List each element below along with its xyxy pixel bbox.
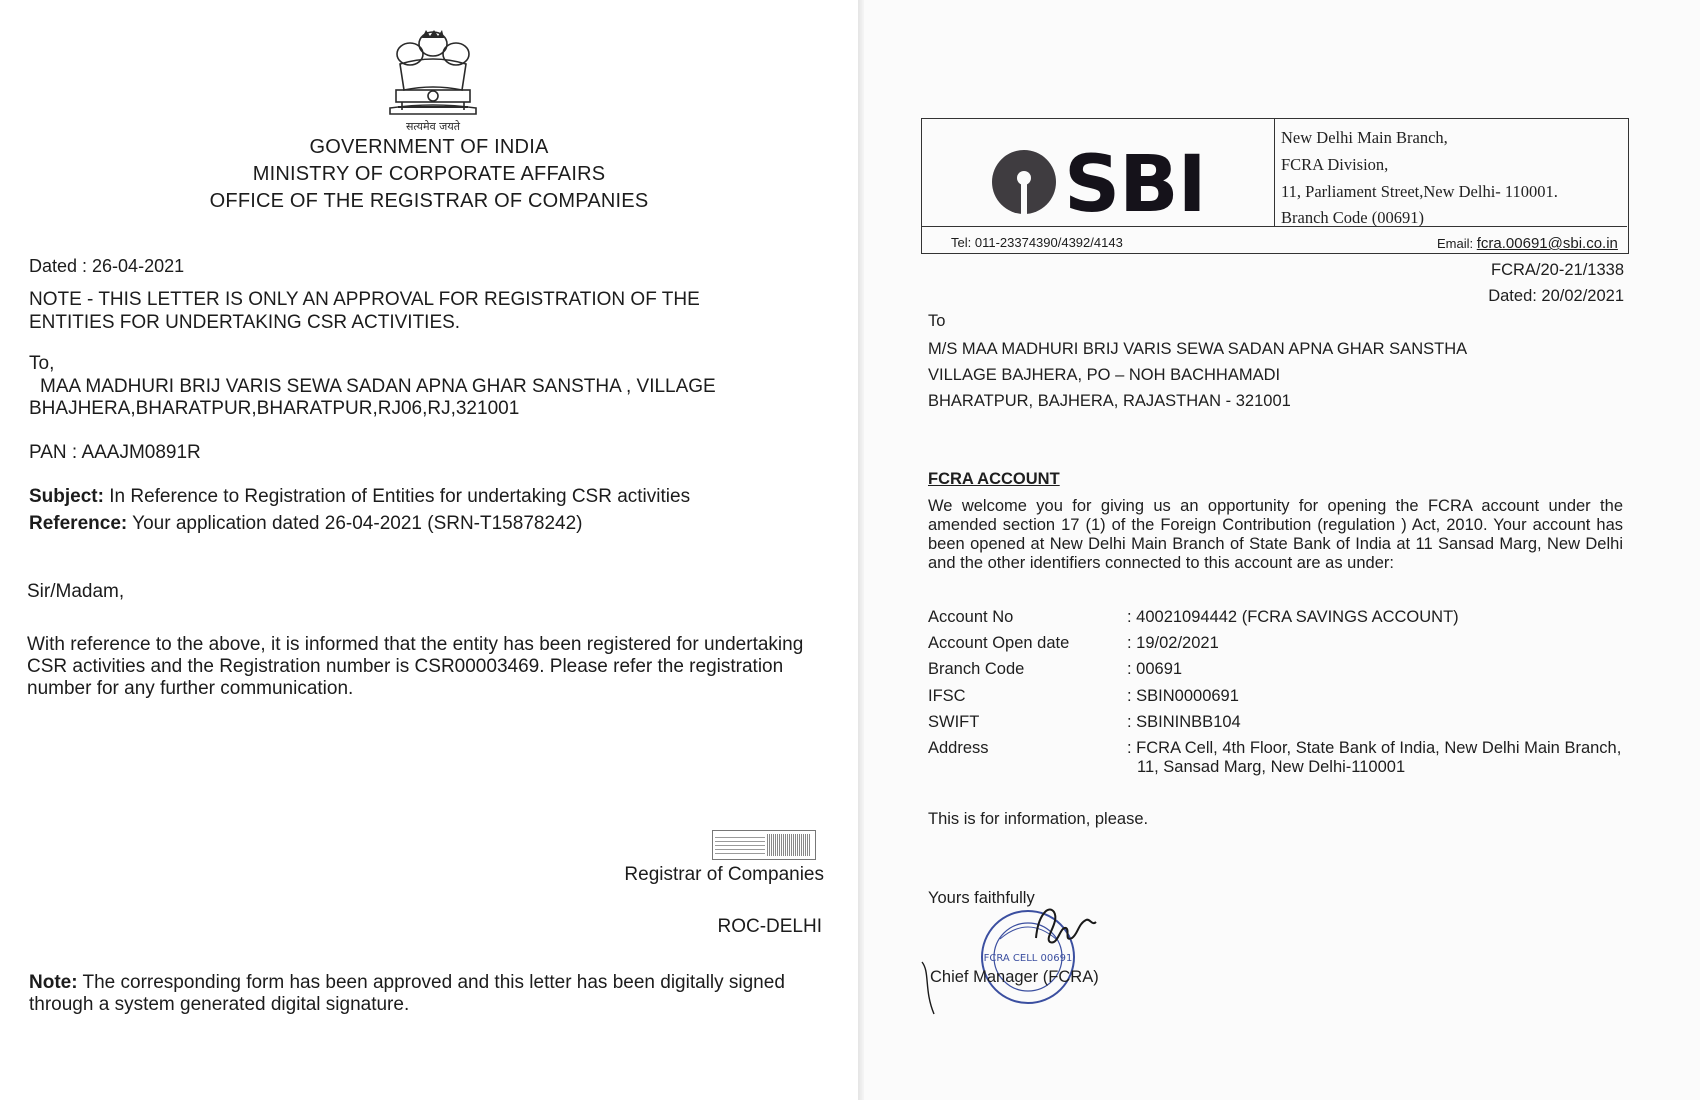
letter-date: Dated : 26-04-2021 xyxy=(29,256,185,276)
approval-note-line-2: ENTITIES FOR UNDERTAKING CSR ACTIVITIES. xyxy=(29,312,461,333)
intro-line-4: and the other identifiers connected to this account are as under: xyxy=(928,554,1394,572)
emblem-motto: सत्यमेव जयते xyxy=(405,120,461,133)
recipient-address-line-2: BHAJHERA,BHARATPUR,BHARATPUR,RJ06,RJ,321001 xyxy=(29,398,520,419)
detail-label-ifsc: IFSC xyxy=(928,687,966,705)
salutation: Sir/Madam, xyxy=(27,581,125,602)
header-office: OFFICE OF THE REGISTRAR OF COMPANIES xyxy=(209,190,649,212)
letterhead-rule xyxy=(921,226,1627,227)
intro-line-1: We welcome you for giving us an opportunity for opening the FCRA account under the xyxy=(928,497,1623,515)
branch-division: FCRA Division, xyxy=(1281,155,1389,174)
recipient-address-line-1: MAA MADHURI BRIJ VARIS SEWA SADAN APNA GHAR SANSTHA , VILLAGE xyxy=(40,376,716,397)
detail-label-open-date: Account Open date xyxy=(928,634,1070,652)
detail-value-branch-code: : 00691 xyxy=(1127,660,1183,678)
body-line-2: CSR activities and the Registration number is CSR00003469. Please refer the registration xyxy=(27,656,784,677)
detail-value-address-continued: 11, Sansad Marg, New Delhi-110001 xyxy=(1137,758,1406,776)
state-emblem-icon xyxy=(378,24,488,136)
bank-email xyxy=(1437,235,1618,252)
detail-value-address: : FCRA Cell, 4th Floor, State Bank of India, New Delhi Main Branch, xyxy=(1127,739,1622,757)
signer-title: Chief Manager (FCRA) xyxy=(930,968,1099,986)
valediction: Yours faithfully xyxy=(928,889,1035,907)
closing-note: This is for information, please. xyxy=(928,810,1149,828)
detail-value-open-date: : 19/02/2021 xyxy=(1127,634,1219,652)
email-label: Email: xyxy=(1437,236,1474,251)
digital-signature-icon xyxy=(712,830,816,860)
sbi-logo-icon xyxy=(990,148,1058,216)
bank-telephone: Tel: 011-23374390/4392/4143 xyxy=(951,235,1123,250)
header-government: GOVERNMENT OF INDIA xyxy=(309,136,549,158)
branch-street: 11, Parliament Street,New Delhi- 110001. xyxy=(1281,182,1558,201)
footer-note-text: The corresponding form has been approved and this letter has been digitally signed xyxy=(82,972,785,993)
detail-value-ifsc: : SBIN0000691 xyxy=(1127,687,1239,705)
roc-office: ROC-DELHI xyxy=(717,916,822,937)
subject-label: Subject: xyxy=(29,486,104,507)
reference-label: Reference: xyxy=(29,513,128,534)
detail-label-address: Address xyxy=(928,739,989,757)
sbi-recipient-to: To xyxy=(928,312,946,330)
signer-registrar: Registrar of Companies xyxy=(624,864,824,885)
approval-note-line-1: NOTE - THIS LETTER IS ONLY AN APPROVAL FOR REGISTRATION OF THE xyxy=(29,289,700,310)
intro-line-3: been opened at New Delhi Main Branch of State Bank of India at 11 Sansad Marg, New Delhi xyxy=(928,535,1623,553)
fcra-account-heading: FCRA ACCOUNT xyxy=(928,470,1060,488)
subject-line xyxy=(29,486,690,508)
recipient-to: To, xyxy=(29,353,55,374)
sbi-address-line-3: BHARATPUR, BAJHERA, RAJASTHAN - 321001 xyxy=(928,392,1291,410)
detail-label-account-no: Account No xyxy=(928,608,1014,626)
body-line-3: number for any further communication. xyxy=(27,678,354,699)
reference-text: Your application dated 26-04-2021 (SRN-T15878242) xyxy=(132,513,583,534)
email-address[interactable]: fcra.00691@sbi.co.in xyxy=(1476,235,1618,252)
sbi-address-line-2: VILLAGE BAJHERA, PO – NOH BACHHAMADI xyxy=(928,366,1281,384)
detail-value-swift: : SBININBB104 xyxy=(1127,713,1241,731)
subject-text: In Reference to Registration of Entities for undertaking CSR activities xyxy=(109,486,691,507)
intro-line-2: amended section 17 (1) of the Foreign Contribution (regulation ) Act, 2010. Your account has xyxy=(928,516,1623,534)
pan-number: PAN : AAAJM0891R xyxy=(29,442,201,463)
detail-value-account-no: : 40021094442 (FCRA SAVINGS ACCOUNT) xyxy=(1127,608,1459,626)
stamp-text: FCRA CELL 00691 xyxy=(983,953,1073,964)
sbi-letter-date: Dated: 20/02/2021 xyxy=(1488,287,1624,305)
footer-note-line-2: through a system generated digital signature. xyxy=(29,994,410,1015)
reference-number: FCRA/20-21/1338 xyxy=(1491,261,1624,279)
sbi-address-line-1: M/S MAA MADHURI BRIJ VARIS SEWA SADAN APNA GHAR SANSTHA xyxy=(928,340,1468,358)
branch-code: Branch Code (00691) xyxy=(1281,208,1424,227)
branch-name: New Delhi Main Branch, xyxy=(1281,128,1448,147)
letterhead-divider xyxy=(1274,118,1275,226)
detail-label-swift: SWIFT xyxy=(928,713,980,731)
body-line-1: With reference to the above, it is informed that the entity has been registered for undertaking xyxy=(27,634,804,655)
sbi-wordmark: SBI xyxy=(1064,140,1206,230)
footer-note-line-1 xyxy=(29,972,785,994)
handwritten-signature-icon xyxy=(1030,898,1100,950)
header-ministry: MINISTRY OF CORPORATE AFFAIRS xyxy=(252,163,606,185)
reference-line xyxy=(29,513,582,535)
detail-label-branch-code: Branch Code xyxy=(928,660,1025,678)
footer-note-label: Note: xyxy=(29,972,78,993)
